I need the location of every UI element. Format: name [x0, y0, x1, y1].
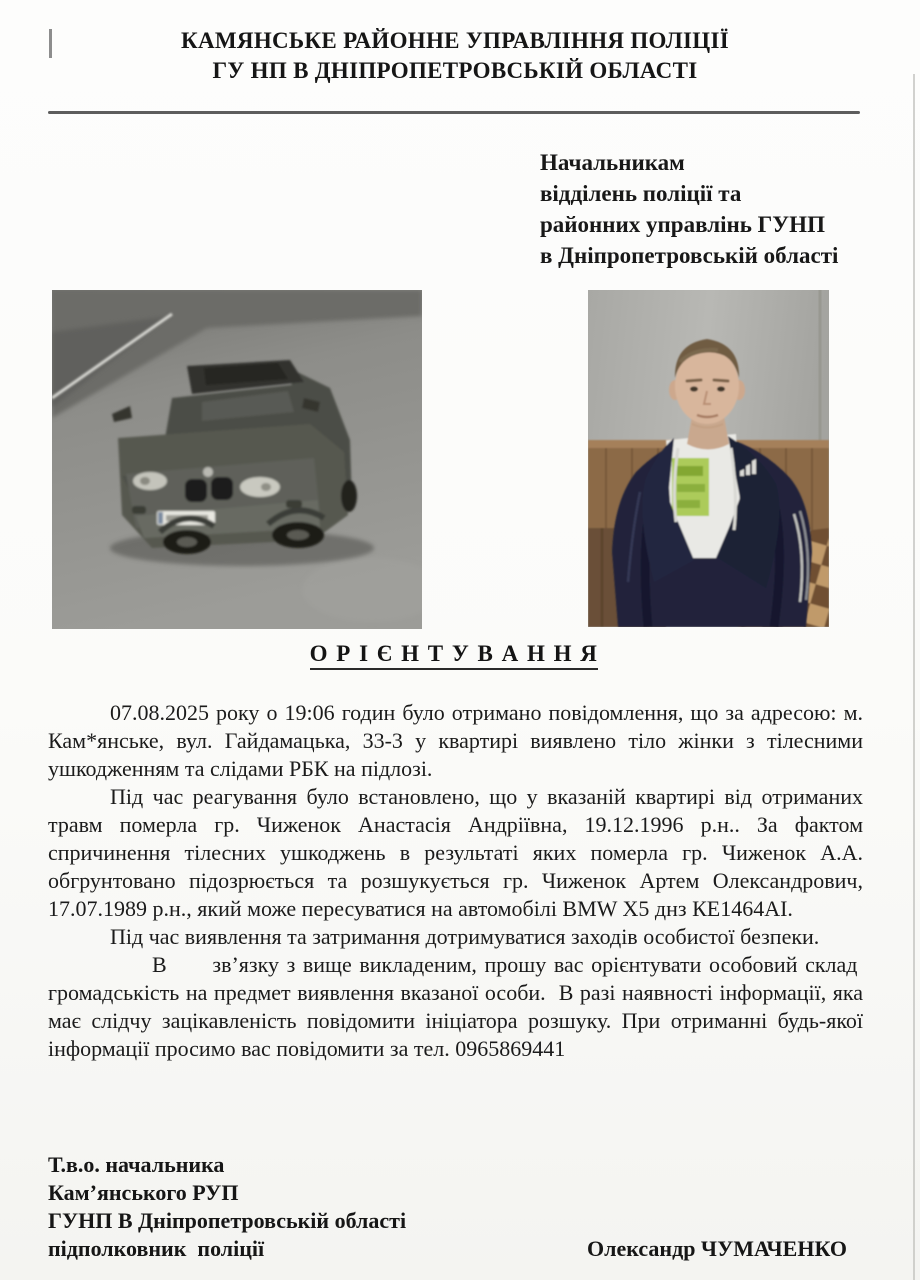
suspect-photo-illustration: [588, 290, 829, 627]
signature-name: Олександр ЧУМАЧЕНКО: [587, 1236, 847, 1261]
header-divider: [48, 111, 860, 114]
signature-rank: підполковник поліції: [48, 1236, 265, 1261]
car-photo-illustration: [52, 290, 422, 629]
document-title: [48, 641, 860, 667]
suspect-photo: [588, 290, 829, 627]
signature-block: [48, 1151, 847, 1263]
recipient-line: Начальникам: [540, 150, 685, 175]
scan-artifact-tick: [49, 29, 52, 58]
document-body: [48, 699, 863, 1063]
recipient-line: відділень поліції та: [540, 181, 742, 206]
recipient-line: в Дніпропетровській області: [540, 243, 839, 268]
header-line-1: КАМЯНСЬКЕ РАЙОННЕ УПРАВЛІННЯ ПОЛІЦІЇ: [181, 28, 729, 53]
title-text: О Р І Є Н Т У В А Н Н Я: [310, 641, 599, 670]
signature-line: Т.в.о. начальника: [48, 1152, 225, 1177]
car-photo: [52, 290, 422, 629]
scan-page-edge: [913, 74, 915, 1280]
recipient-block: [540, 147, 880, 271]
paragraph-safety: Під час виявлення та затримання дотримуватися заходів особистої безпеки.: [110, 924, 820, 949]
signature-line: ГУНП В Дніпропетровській області: [48, 1208, 407, 1233]
signature-line: Кам’янського РУП: [48, 1180, 239, 1205]
document-header: [60, 26, 850, 86]
header-line-2: ГУ НП В ДНІПРОПЕТРОВСЬКІЙ ОБЛАСТІ: [212, 58, 698, 83]
paragraph-incident: 07.08.2025 року о 19:06 годин було отримано повідомлення, що за адресою: м. Кам*янське, вул. Гайдамацька, 33-3 у квартирі виявлено тіло жінки з тілесними ушкодженням та слідами РБК на підлозі.: [48, 700, 863, 781]
paragraph-suspect: Під час реагування було встановлено, що у вказаній квартирі від отриманих травм померла гр. Чиженок Анастасія Андріївна, 19.12.1996 р.н.. За фактом спричинення тілесних ушкоджень в результаті яких померла гр. Чиженок А.А. обгрунтовано підозрюється та розшукується гр. Чиженок Артем Олександрович, 17.07.1989 р.н., який може пересуватися на автомобілі BMW X5 днз КЕ1464АІ.: [48, 784, 863, 921]
recipient-line: районних управлінь ГУНП: [540, 212, 825, 237]
paragraph-request: В зв’язку з вище викладеним, прошу вас орієнтувати особовий склад громадськість на предмет виявлення вказаної особи. В разі наявності інформації, яка має слідчу зацікавленість повідомити ініціатора розшуку. При отриманні будь-якої інформації просимо вас повідомити за тел. 0965869441: [48, 952, 863, 1061]
